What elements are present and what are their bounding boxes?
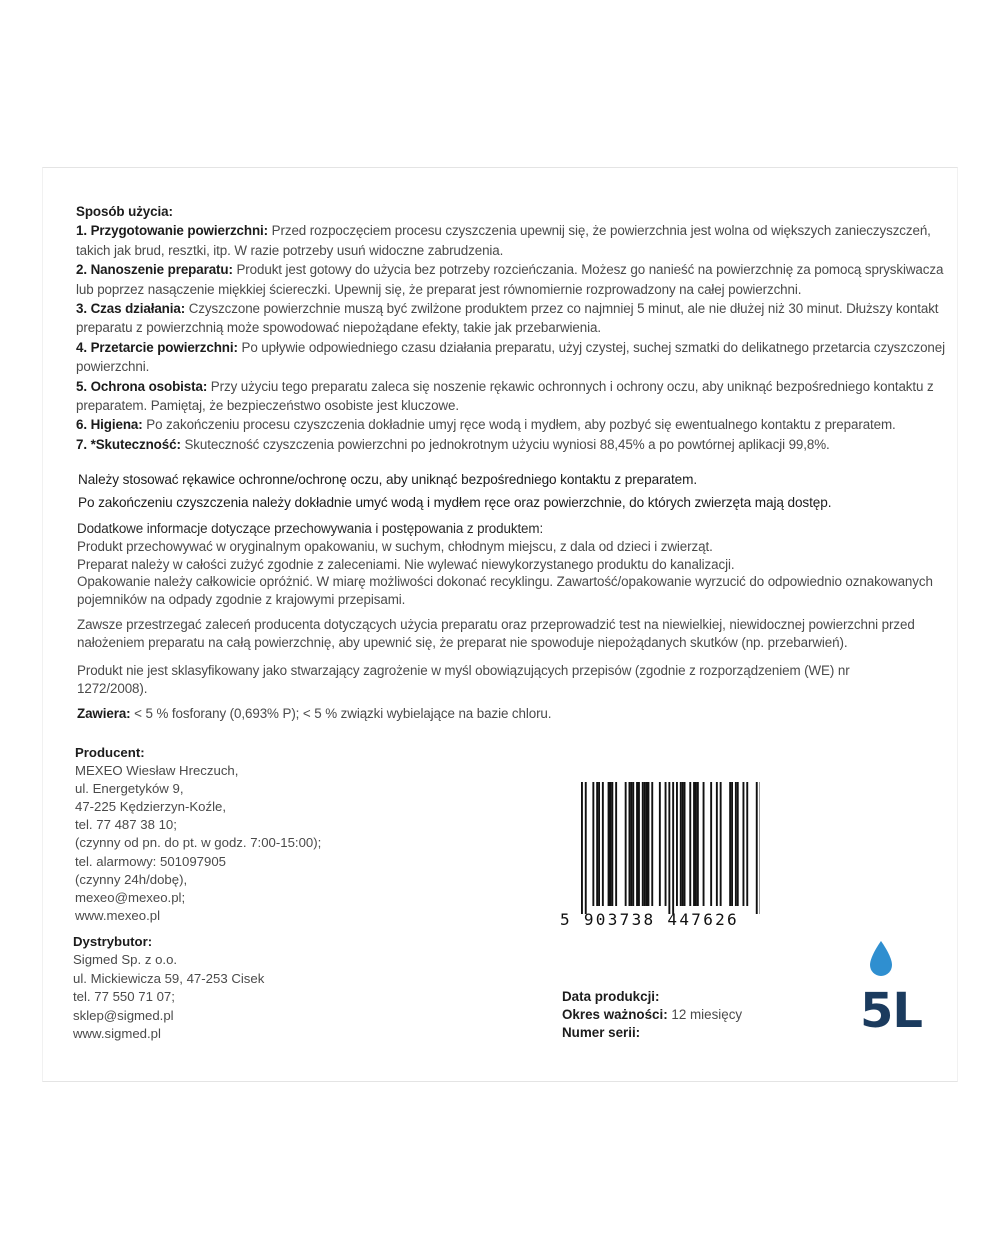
barcode-bar [676,782,678,906]
producer-line: ul. Energetyków 9, [75,781,184,797]
warning-line: Po zakończeniu czyszczenia należy dokładnie umyć wodą i mydłem ręce oraz powierzchnie, do których zwierzęta mają dostęp. [78,494,832,510]
barcode-bar [598,782,600,906]
usage-step: 3. Czas działania: Czyszczone powierzchnie muszą być zwilżone produktem przez co najmniej 5 minut, ale nie dłużej niż 30 minut. Dłuższy kontakt preparatu z powierzchnią może spowodować niepożądane efekty, takie jak przebarwienia. [76,301,939,336]
classification-note: Produkt nie jest sklasyfikowany jako stwarzający zagrożenie w myśl obowiązujących przepisów (zgodnie z rozporządzeniem (WE) nr 1272/2008). [77,663,850,696]
barcode-bar [668,782,670,914]
barcode-bar [729,782,731,906]
warning-line: Należy stosować rękawice ochronne/ochronę oczu, aby uniknąć bezpośredniego kontaktu z preparatem. [78,472,697,487]
barcode-digits: 5 903738 447626 [560,910,739,929]
producer-line: 47-225 Kędzierzyn-Koźle, [75,799,227,815]
producer-line: MEXEO Wiesław Hreczuch, [75,763,239,779]
barcode-bar [720,782,722,906]
barcode-bar [746,782,748,906]
distributor-line: ul. Mickiewicza 59, 47-253 Cisek [73,970,265,986]
production-date-label: Data produkcji: [562,989,660,1004]
volume-label: 5L [860,983,922,1039]
barcode-bar [665,782,667,906]
barcode-bar [581,782,583,914]
barcode-bar [689,782,691,906]
producer-line: (czynny od pn. do pt. w godz. 7:00-15:00); [75,835,322,851]
barcode-bar [585,782,587,914]
distributor-website: www.sigmed.pl [73,1026,161,1042]
barcode-bar [672,782,674,914]
usage-step: 2. Nanoszenie preparatu: Produkt jest gotowy do użycia bez potrzeby rozcieńczania. Możesz go nanieść na powierzchnię za pomocą spryskiwacza lub poprzez nasączenie miękkiej ściereczki. Upewnij się, że preparat jest równomiernie rozprowadzony na całej powierzchni. [76,262,944,297]
barcode-bar [644,782,646,906]
usage-step: 5. Ochrona osobista: Przy użyciu tego preparatu zaleca się noszenie rękawic ochronnych i ochrony oczu, aby uniknąć bezpośredniego kontaktu z preparatem. Pamiętaj, że bezpieczeństwo osobiste jest kluczowe. [76,378,934,414]
barcode-bar [716,782,718,906]
barcode-bar [625,782,627,906]
distributor-heading: Dystrybutor: [73,934,153,949]
usage-step: 7. *Skuteczność: Skuteczność czyszczenia powierzchni po jednokrotnym użyciu wyniosi 88,45% a po powtórnej aplikacji 99,8%. [76,436,830,452]
barcode-bar [693,782,695,906]
barcode [560,782,760,932]
barcode-bar [697,782,699,906]
distributor-block [73,933,373,1043]
producer-heading: Producent: [75,745,145,760]
batch-info [562,988,822,1043]
producer-line: tel. 77 487 38 10; [75,817,177,833]
barcode-bar [731,782,733,906]
producer-line: tel. alarmowy: 501097905 [75,853,227,869]
barcode-bar [737,782,739,906]
storage-line: Preparat należy w całości zużyć zgodnie z zaleceniami. Nie wylewać niewykorzystanego produktu do kanalizacji. [77,556,735,572]
barcode-bar [743,782,745,906]
storage-line: Opakowanie należy całkowicie opróżnić. W miarę możliwości dokonać recyklingu. Zawartość/opakowanie wyrzucić do odpowiednio oznakowanych pojemników na odpady zgodnie z krajowymi przepisami. [77,574,933,608]
barcode-bar [602,782,604,906]
barcode-bar [636,782,638,906]
barcode-bar [596,782,598,906]
expiry-label: Okres ważności: [562,1007,668,1023]
producer-line: (czynny 24h/dobę), [75,871,188,887]
test-note: Zawsze przestrzegać zaleceń producenta dotyczących użycia preparatu oraz przeprowadzić test na niewielkiej, niewidocznej powierzchni przed nałożeniem preparatu na całą powierzchnię, aby upewnić się, że preparat nie spowoduje niepożądanych skutków (np. przebarwień). [77,617,915,650]
barcode-bar [680,782,682,906]
barcode-bar [735,782,737,906]
contains-line: Zawiera: < 5 % fosforany (0,693% P); < 5 % związki wybielające na bazie chloru. [77,706,552,721]
producer-email: mexeo@mexeo.pl; [75,889,186,905]
storage-section [77,520,955,609]
serial-number-label: Numer serii: [562,1025,641,1041]
barcode-bar [638,782,640,906]
barcode-bar [642,782,644,906]
usage-step: 1. Przygotowanie powierzchni: Przed rozpoczęciem procesu czyszczenia upewnij się, że powierzchnia jest wolna od większych zanieczyszczeń, takich jak brud, resztki, itp. W razie potrzeby usuń widoczne zabrudzenia. [76,223,931,258]
barcode-bar [615,782,617,906]
barcode-bar [756,782,758,914]
producer-block [75,744,375,925]
usage-heading: Sposób użycia: [76,204,173,219]
usage-section [76,202,946,454]
barcode-bar [682,782,684,906]
barcode-bar [651,782,653,906]
producer-website: www.mexeo.pl [75,907,161,923]
barcode-bar [695,782,697,906]
distributor-email: sklep@sigmed.pl [73,1007,174,1023]
water-drop-icon [868,940,894,983]
barcode-bar [703,782,705,906]
barcode-bar [659,782,661,906]
barcode-bar [629,782,631,906]
barcode-bar [630,782,632,906]
barcode-bar [632,782,634,906]
barcode-bar [608,782,610,906]
distributor-line: Sigmed Sp. z o.o. [73,952,178,968]
barcode-bar [710,782,712,906]
barcode-bar [648,782,650,906]
barcode-bars [560,782,760,914]
expiry-value: 12 miesięcy [667,1007,743,1023]
storage-line: Produkt przechowywać w oryginalnym opakowaniu, w suchym, chłodnym miejscu, z dala od dzieci i zwierząt. [77,538,713,554]
usage-step: 4. Przetarcie powierzchni: Po upływie odpowiedniego czasu działania preparatu, użyj czystej, suchej szmatki do delikatnego przetarcia czyszczonej powierzchni. [76,339,945,375]
barcode-bar [684,782,686,906]
barcode-bar [592,782,594,906]
barcode-bar [646,782,648,906]
barcode-bar [611,782,613,906]
barcode-bar [610,782,612,906]
storage-heading: Dodatkowe informacje dotyczące przechowywania i postępowania z produktem: [77,521,544,536]
distributor-line: tel. 77 550 71 07; [73,989,175,1005]
safety-warnings [78,469,948,514]
usage-step: 6. Higiena: Po zakończeniu procesu czyszczenia dokładnie umyj ręce wodą i mydłem, aby pozbyć się ewentualnego kontaktu z preparatem. [76,417,896,433]
